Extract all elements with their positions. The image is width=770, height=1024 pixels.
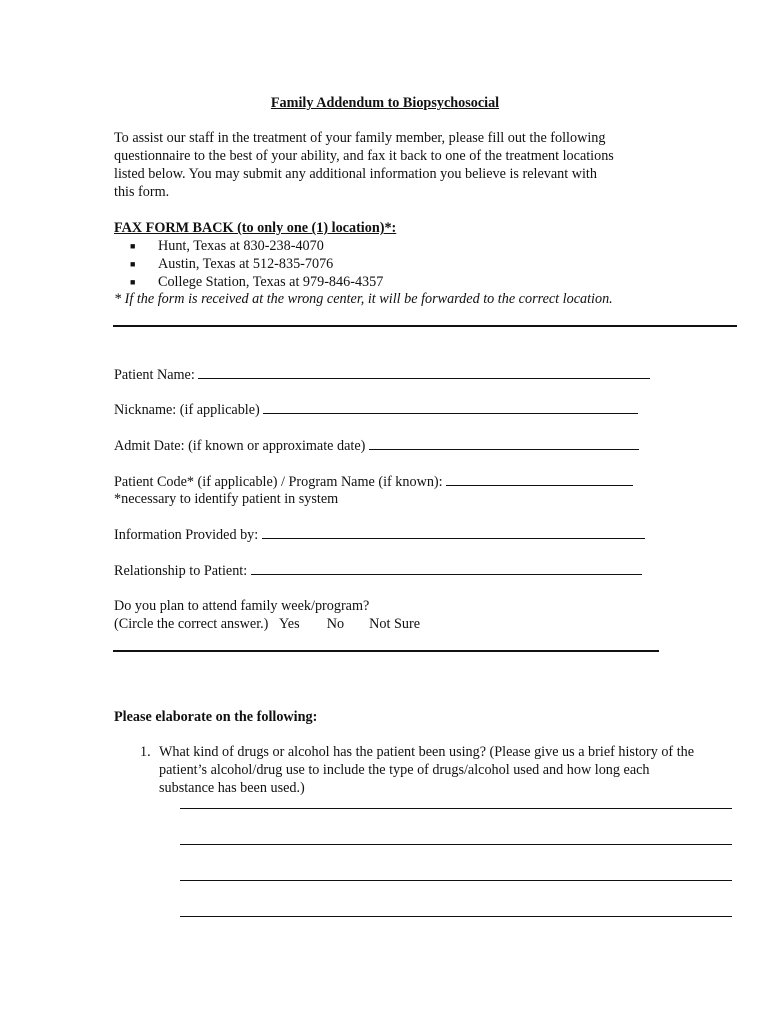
intro-paragraph bbox=[114, 129, 644, 201]
intro-line: listed below. You may submit any additional information you believe is relevant with bbox=[114, 166, 597, 182]
relationship-row bbox=[114, 561, 642, 580]
question-text bbox=[159, 743, 694, 797]
answer-option-yes[interactable]: Yes bbox=[278, 616, 300, 632]
info-provided-label: Information Provided by: bbox=[114, 527, 259, 543]
nickname-row bbox=[114, 400, 638, 419]
location-text: Hunt, Texas at 830-238-4070 bbox=[158, 238, 324, 254]
question-line: What kind of drugs or alcohol has the patient been using? (Please give us a brief history of the bbox=[159, 744, 695, 760]
info-provided-row bbox=[114, 525, 645, 544]
square-bullet-icon: ■ bbox=[130, 241, 136, 251]
question-number: 1. bbox=[140, 744, 151, 760]
answer-line[interactable] bbox=[180, 808, 732, 809]
form-title: Family Addendum to Biopsychosocial bbox=[270, 95, 500, 111]
answer-option-no[interactable]: No bbox=[326, 616, 345, 632]
question-line: patient’s alcohol/drug use to include the type of drugs/alcohol used and how long each bbox=[159, 762, 650, 778]
family-week-question: Do you plan to attend family week/program? bbox=[114, 598, 370, 614]
intro-line: To assist our staff in the treatment of your family member, please fill out the following bbox=[114, 130, 606, 146]
admit-date-label: Admit Date: (if known or approximate date) bbox=[114, 438, 366, 454]
elaborate-heading: Please elaborate on the following: bbox=[114, 709, 318, 725]
intro-line: this form. bbox=[114, 184, 170, 200]
answer-line[interactable] bbox=[180, 916, 732, 917]
patient-name-row bbox=[114, 365, 650, 384]
patient-code-label: Patient Code* (if applicable) / Program Name (if known): bbox=[114, 474, 443, 490]
section-divider bbox=[113, 325, 737, 327]
patient-code-note: *necessary to identify patient in system bbox=[114, 491, 339, 507]
question-line: substance has been used.) bbox=[159, 780, 305, 796]
family-week-answer-row bbox=[114, 615, 420, 633]
square-bullet-icon: ■ bbox=[130, 277, 136, 287]
answer-line[interactable] bbox=[180, 844, 732, 845]
answer-line[interactable] bbox=[180, 880, 732, 881]
location-item bbox=[130, 237, 324, 255]
intro-line: questionnaire to the best of your ability, and fax it back to one of the treatment locations bbox=[114, 148, 614, 164]
section-divider bbox=[113, 650, 659, 652]
info-provided-field[interactable] bbox=[262, 525, 645, 539]
location-text: Austin, Texas at 512-835-7076 bbox=[158, 256, 334, 272]
square-bullet-icon: ■ bbox=[130, 259, 136, 269]
relationship-label: Relationship to Patient: bbox=[114, 563, 248, 579]
patient-name-field[interactable] bbox=[198, 365, 650, 379]
wrong-center-note: * If the form is received at the wrong center, it will be forwarded to the correct location. bbox=[114, 291, 613, 307]
location-item bbox=[130, 255, 333, 273]
relationship-field[interactable] bbox=[251, 561, 642, 575]
fax-heading: FAX FORM BACK (to only one (1) location)*: bbox=[114, 220, 397, 236]
admit-date-field[interactable] bbox=[369, 436, 639, 450]
patient-name-label: Patient Name: bbox=[114, 367, 195, 383]
patient-code-row bbox=[114, 472, 633, 491]
location-item bbox=[130, 273, 383, 291]
family-week-instruction: (Circle the correct answer.) bbox=[114, 616, 269, 632]
location-text: College Station, Texas at 979-846-4357 bbox=[158, 274, 384, 290]
question-1 bbox=[140, 743, 740, 803]
patient-code-field[interactable] bbox=[446, 472, 633, 486]
nickname-label: Nickname: (if applicable) bbox=[114, 402, 260, 418]
answer-option-not-sure[interactable]: Not Sure bbox=[369, 616, 421, 632]
nickname-field[interactable] bbox=[263, 400, 638, 414]
admit-date-row bbox=[114, 436, 639, 455]
